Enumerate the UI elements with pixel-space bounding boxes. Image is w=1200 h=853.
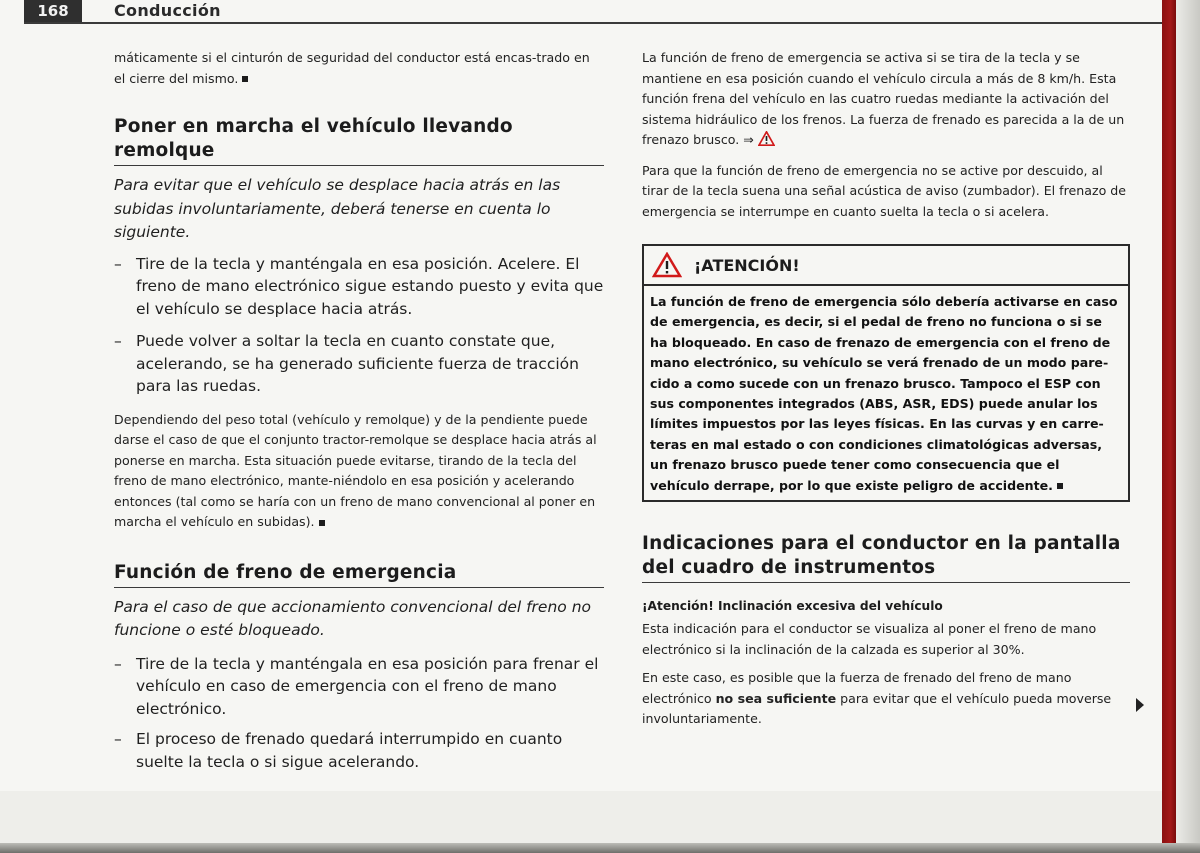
left-column [114,48,604,773]
warning-header [644,246,1128,286]
header-rule [24,22,1162,24]
warning-triangle-icon [652,252,682,278]
list-item: – Puede volver a soltar la tecla en cuanto constate que, acelerando, se ha generado suficiente fuerza de tracción para las ruedas. [114,332,579,395]
subheading-inclination: ¡Atención! Inclinación excesiva del vehículo [642,599,943,614]
warning-text: La función de freno de emergencia sólo debería activarse en caso de emergencia, es decir, si el pedal de freno no funciona o si se ha bloqueado. En caso de frenazo de emergencia con el freno de mano electrónico, su vehículo se verá frenado de un modo pare-cido a como sucede con un frenazo brusco. Tampoco el ESP con sus componentes integrados (ABS, ASR, EDS) puede anular los límites impuestos por las leyes físicas. En las curvas y en carre-teras en mal estado o con condiciones climatológicas adversas, un frenazo brusco puede tener como consecuencia que el vehículo derrape, por lo que existe peligro de accidente. [650,294,1118,493]
buzzer-paragraph: Para que la función de freno de emergencia no se active por descuido, al tirar de la tecla suena una señal acústica de aviso (zumbador). El frenazo de emergencia se interrumpe en cuanto suelta la tecla o si acelera. [642,162,1127,219]
right-column [642,48,1130,730]
trailer-explanation: Dependiendo del peso total (vehículo y remolque) y de la pendiente puede darse el caso de que el conjunto tractor-remolque se desplace hacia atrás al ponerse en marcha. Esta situación puede evitarse, tirando de la tecla del freno de mano electrónico, mante-niéndolo en esa posición y acelerando entonces (tal como se haría con un freno de mano convencional al poner en marcha el vehículo en subidas). [114,411,597,529]
emergency-description: La función de freno de emergencia se activa si se tira de la tecla y se mantiene en esa posición cuando el vehículo circula a más de 8 km/h. Esta función frena del vehículo en las cuatro ruedas mediante la activación del sistema hidráulico de los frenos. La fuerza de frenado es parecida a la de un frenazo brusco. ⇒ [642,50,1125,147]
section-title: Conducción [114,1,221,20]
lead-emergency: Para el caso de que accionamiento convencional del freno no funcione o esté bloqueado. [114,597,591,639]
end-of-section-square [319,520,325,526]
warning-box [642,244,1130,502]
warning-triangle-icon [758,131,775,146]
page-header [0,0,1162,24]
lead-trailer: Para evitar que el vehículo se desplace hacia atrás en las subidas involuntariamente, deberá tenerse en cuenta lo siguiente. [114,176,561,241]
end-of-section-square [1057,483,1063,489]
intro-text: máticamente si el cinturón de seguridad del conductor está encas-trado en el cierre del mismo. [114,50,590,86]
list-item: – Tire de la tecla y manténgala en esa posición para frenar el vehículo en caso de emergencia con el freno de mano electrónico. [114,654,599,718]
next-page-arrow-icon [1136,698,1144,712]
heading-emergency-brake: Función de freno de emergencia [114,561,604,588]
list-item: – El proceso de frenado quedará interrumpido en cuanto suelte la tecla o si sigue acelerando. [114,730,563,771]
intro-paragraph [114,48,604,89]
page-bottom-band [0,791,1162,843]
insufficient-force-paragraph: En este caso, es posible que la fuerza de frenado del freno de mano electrónico no sea suficiente para evitar que el vehículo pueda moverse involuntariamente. [642,670,1112,727]
book-spine [1162,0,1176,853]
bullet-list-trailer [114,253,604,398]
heading-trailer-start: Poner en marcha el vehículo llevando remolque [114,115,604,166]
bullet-list-emergency [114,653,604,774]
page-number: 168 [24,0,82,22]
end-of-section-square [242,76,248,82]
heading-driver-indications: Indicaciones para el conductor en la pantalla del cuadro de instrumentos [642,532,1130,583]
page-bottom-edge [0,843,1200,853]
list-item: – Tire de la tecla y manténgala en esa posición. Acelere. El freno de mano electrónico sigue estando puesto y evita que el vehículo se desplace hacia atrás. [114,254,604,318]
inclination-paragraph: Esta indicación para el conductor se visualiza al poner el freno de mano electrónico si la inclinación de la calzada es superior al 30%. [642,621,1097,657]
warning-title: ¡ATENCIÓN! [694,255,800,275]
